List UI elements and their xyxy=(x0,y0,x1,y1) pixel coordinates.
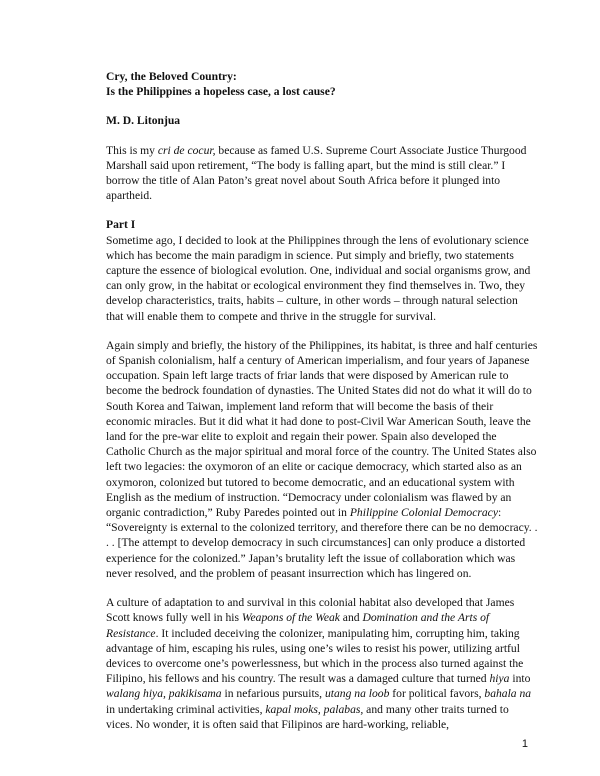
paragraph-3-text-1: A culture of adaptation to and survival in this colonial habitat also developed that James Scott knows fully well in his xyxy=(106,596,515,625)
author-name: M. D. Litonjua xyxy=(106,114,181,128)
intro-emphasis: cri de cocur, xyxy=(157,143,216,157)
document-title-line-1: Cry, the Beloved Country: xyxy=(106,70,237,83)
paragraph-2-text-1: Again simply and briefly, the history of the Philippines, its habitat, is three and half centuries of Spanish colonialism, half a century of American imperialism, and four years of Japanese occupation. Spain left large tracts of friar lands that were disposed by American rule to become the bedrock foundation of dynasties. The United States did not do what it will do to South Korea and Taiwan, implement land reform that will become the basis of their economic miracles. But it did what it had done to post-Civil War American South, leave the land for the pre-war elite to exploit and regain their power. Spain also developed the Catholic Church as the major spiritual and moral force of the country. The United States also left two legacies: the oxymoron of an elite or cacique democracy, which started also as an oxymoron, colonized but tutored to become democratic, and an educational system with English as the medium of instruction. “Democracy under colonialism was flawed by an organic contradiction,” Ruby Paredes pointed out in xyxy=(106,338,538,520)
intro-text-2: because as famed U.S. Supreme Court Associate Justice Thurgood Marshall said upon retirement, “The body is falling apart, but the mind is still clear.” I borrow the title of Alan Paton’s great novel about South Africa before it plunged into apartheid. xyxy=(106,143,527,203)
paragraph-3-text-6: for political favors, xyxy=(389,687,485,701)
paragraph-3-emphasis-5: utang na loob xyxy=(324,687,390,701)
paragraph-3-emphasis-3: hiya xyxy=(489,672,510,686)
paragraph-2-text-2: : “Sovereignty is external to the colonized territory, and therefore there can be no democracy. . . . [The attempt to develop democracy in such circumstances] can only produce a distorted experience for the colonized.” Japan’s brutality left the issue of collaboration which was never resolved, and the problem of peasant insurrection which has lingered on. xyxy=(106,506,538,580)
document-title-line-2: Is the Philippines a hopeless case, a lost cause? xyxy=(106,85,336,99)
paragraph-3 xyxy=(106,595,538,732)
part-1-heading: Part I xyxy=(106,218,136,232)
page-number: 1 xyxy=(521,738,528,750)
intro-text-1: This is my xyxy=(106,143,158,157)
paragraph-3-text-5: in nefarious pursuits, xyxy=(221,687,325,701)
paragraph-3-text-2: and xyxy=(339,611,363,625)
paragraph-3-text-3: . It included deceiving the colonizer, manipulating him, corrupting him, taking advantage of him, escaping his rules, using one’s wiles to resist his power, utilizing artful devices to overcome one’s powerlessness, but which in the process also turned against the Filipino, his fellows and his country. The result was a damaged culture that turned xyxy=(106,626,524,686)
paragraph-3-text-4: into xyxy=(509,672,531,686)
paragraph-2 xyxy=(106,338,538,581)
paragraph-1: Sometime ago, I decided to look at the Philippines through the lens of evolutionary science which has become the main paradigm in science. Put simply and briefly, two statements capture the essence of biological evolution. One, individual and social organisms grow, and can only grow, in the habitat or ecological environment they find themselves in. Two, they develop characteristics, traits, habits – culture, in other words – through natural selection that will enable them to compete and thrive in the struggle for survival. xyxy=(106,233,531,323)
paragraph-3-text-8: and many other traits turned to vices. No wonder, it is often said that Filipinos are hard-working, reliable, xyxy=(106,702,509,731)
paragraph-3-emphasis-2: Domination and the Arts of Resistance xyxy=(106,611,490,640)
paragraph-3-text-7: in undertaking criminal activities, xyxy=(106,702,266,716)
paragraph-3-emphasis-4: walang hiya, pakikisama xyxy=(106,687,222,701)
paragraph-2-emphasis: Philippine Colonial Democracy xyxy=(349,506,498,520)
paragraph-3-emphasis-7: kapal moks, palabas, xyxy=(265,702,364,716)
paragraph-3-emphasis-6: bahala na xyxy=(484,687,532,701)
document-page xyxy=(106,69,538,732)
paragraph-3-emphasis-1: Weapons of the Weak xyxy=(241,611,340,625)
intro-paragraph xyxy=(106,143,538,204)
